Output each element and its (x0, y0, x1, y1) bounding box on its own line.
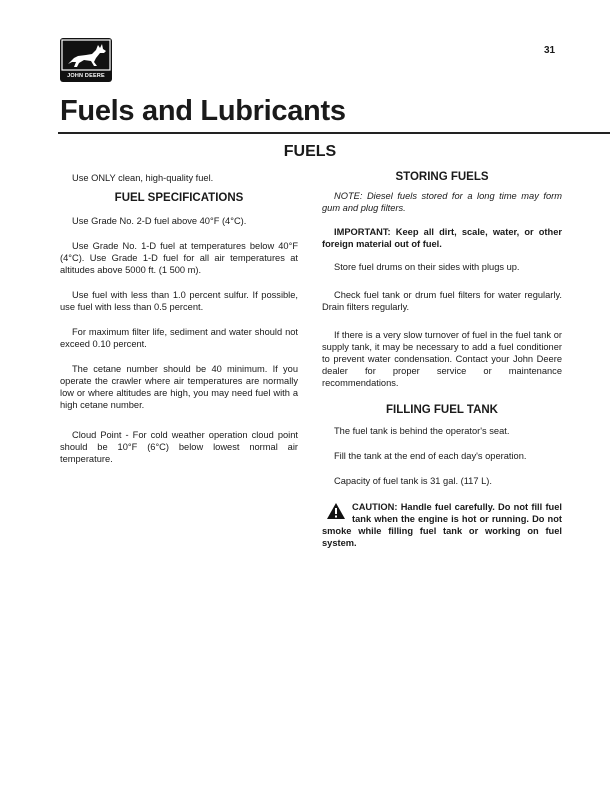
intro-text: Use ONLY clean, high-quality fuel. (72, 173, 214, 183)
paragraph: Use Grade No. 1-D fuel at temperatures below 40°F (4°C). Use Grade 1-D fuel for all air temperatures at altitudes above 5000 ft. (1 500 m). (60, 241, 298, 275)
paragraph: Cloud Point - For cold weather operation cloud point should be 10°F (6°C) below lowest normal air temperature. (60, 430, 298, 464)
paragraph: The fuel tank is behind the operator's seat. (334, 426, 510, 436)
paragraph: Fill the tank at the end of each day's operation. (334, 451, 527, 461)
title-divider (58, 132, 610, 134)
john-deere-logo (60, 38, 112, 82)
storing-fuels-heading: STORING FUELS (395, 171, 489, 183)
paragraph: For maximum filter life, sediment and water should not exceed 0.10 percent. (60, 327, 298, 349)
filling-fuel-tank-heading: FILLING FUEL TANK (385, 404, 498, 416)
page-title: Fuels and Lubricants (60, 95, 346, 127)
logo-text: JOHN DEERE (67, 73, 105, 79)
paragraph: Check fuel tank or drum fuel filters for water regularly. Drain filters regularly. (322, 290, 562, 312)
paragraph: Capacity of fuel tank is 31 gal. (117 L). (334, 476, 492, 486)
left-column (60, 172, 298, 465)
paragraph: If there is a very slow turnover of fuel in the fuel tank or supply tank, it may be necessary to add a fuel conditioner to prevent water condensation. Contact your John Deere dealer for proper service or maintenance recommendations. (322, 330, 562, 388)
paragraph: The cetane number should be 40 minimum. If you operate the crawler where air temperatures are normally low or where altitudes are high, you may need fuel with a high cetane number. (60, 364, 298, 410)
paragraph: Use Grade No. 2-D fuel above 40°F (4°C). (72, 216, 247, 226)
paragraph: Use fuel with less than 1.0 percent sulfur. If possible, use fuel with less than 0.5 percent. (60, 290, 298, 312)
warning-triangle-icon (326, 502, 346, 520)
section-title: FUELS (283, 143, 337, 160)
caution-block (322, 501, 562, 549)
deer-icon (60, 38, 112, 72)
right-column (322, 170, 562, 549)
paragraph: Store fuel drums on their sides with plugs up. (334, 262, 520, 272)
caution-text: Handle fuel carefully. Do not fill fuel tank when the engine is hot or running. Do not smoke while filling fuel tank or working on fuel system. (322, 502, 562, 548)
caution-label: CAUTION: (352, 502, 401, 512)
page-number: 31 (544, 45, 556, 56)
important-text: IMPORTANT: Keep all dirt, scale, water, or other foreign material out of fuel. (322, 227, 562, 249)
note-text: NOTE: Diesel fuels stored for a long time may form gum and plug filters. (322, 191, 562, 213)
fuel-specifications-heading: FUEL SPECIFICATIONS (114, 192, 244, 204)
